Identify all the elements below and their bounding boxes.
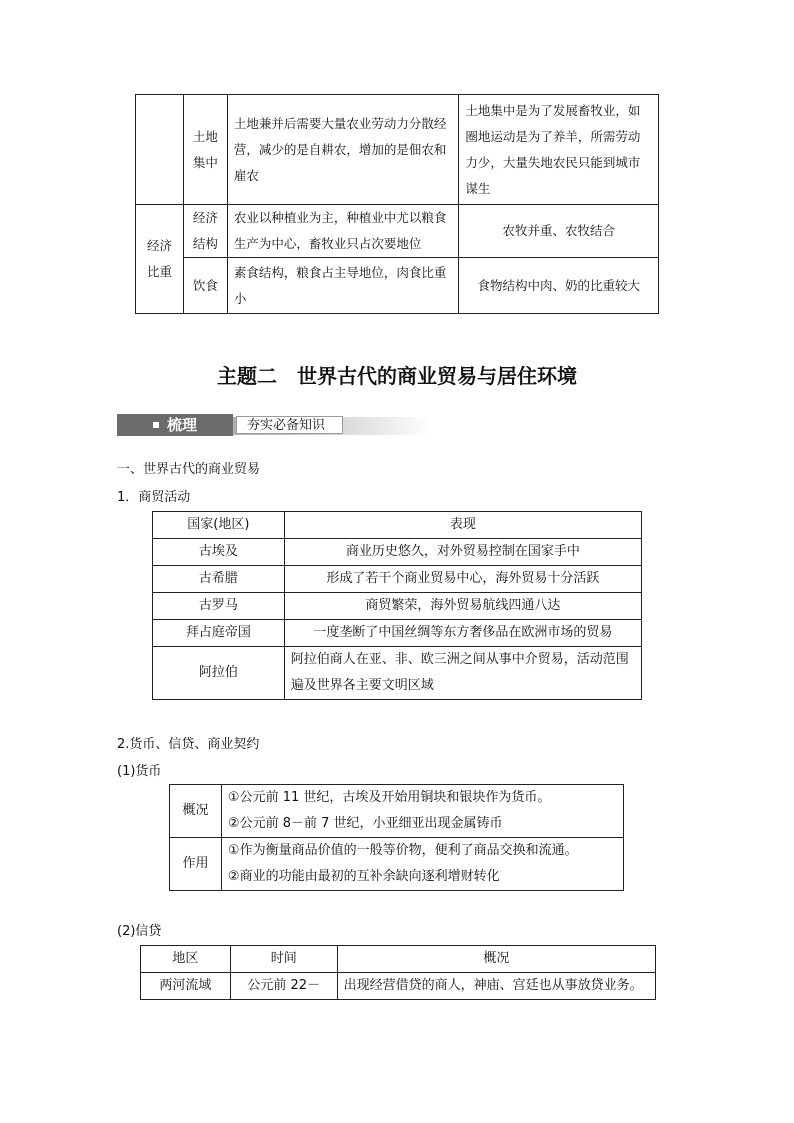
table-cell: 出现经营借贷的商人，神庙、宫廷也从事放贷业务。: [337, 973, 655, 1000]
section-banner: [117, 414, 432, 438]
subheading: (1)货币: [117, 764, 162, 779]
row-label: 概况: [170, 785, 222, 838]
heading: 2.货币、信贷、商业契约: [117, 737, 260, 752]
group-label: 经济比重: [136, 205, 184, 314]
table-row: [153, 647, 642, 700]
table-row: [170, 838, 624, 891]
table-row: [153, 566, 642, 593]
table-cell: [136, 95, 184, 205]
row-label: 饮食: [183, 258, 227, 314]
table-row: [170, 785, 624, 838]
table-cell: ①作为衡量商品价值的一般等价物，便利了商品交换和流通。 ②商业的功能由最初的互补余缺向逐利增财转化: [221, 838, 623, 891]
table-cell: 素食结构，粮食占主导地位，肉食比重小: [227, 258, 459, 314]
row-label: 经济结构: [183, 205, 227, 258]
table-cell: 一度垄断了中国丝绸等东方奢侈品在欧洲市场的贸易: [284, 620, 641, 647]
table-cell: 土地兼并后需要大量农业劳动力分散经营，减少的是自耕农，增加的是佃农和雇农: [227, 95, 459, 205]
table-row: [136, 258, 659, 314]
banner-label: 梳理: [117, 414, 233, 436]
table-row: [153, 620, 642, 647]
table-row: [153, 593, 642, 620]
column-header: 时间: [230, 946, 337, 973]
credit-table: [140, 945, 656, 1000]
table-cell: 阿拉伯: [153, 647, 285, 700]
table-cell: ①公元前 11 世纪，古埃及开始用铜块和银块作为货币。 ②公元前 8－前 7 世纪，小亚细亚出现金属铸币: [221, 785, 623, 838]
subheading: 1．商贸活动: [117, 490, 191, 505]
table-row: [153, 539, 642, 566]
table-cell: 古埃及: [153, 539, 285, 566]
table-cell: 阿拉伯商人在亚、非、欧三洲之间从事中介贸易，活动范围遍及世界各主要文明区域: [284, 647, 641, 700]
row-label: 作用: [170, 838, 222, 891]
banner-subtitle: 夯实必备知识: [236, 416, 343, 434]
row-label: 土地集中: [183, 95, 227, 205]
section-title: 主题二 世界古代的商业贸易与居住环境: [217, 364, 577, 388]
column-header: 国家(地区): [153, 512, 285, 539]
money-table: [169, 784, 624, 891]
table-cell: 形成了若干个商业贸易中心，海外贸易十分活跃: [284, 566, 641, 593]
table-cell: 古希腊: [153, 566, 285, 593]
column-header: 概况: [337, 946, 655, 973]
table-cell: 商贸繁荣，海外贸易航线四通八达: [284, 593, 641, 620]
table-row: [141, 973, 656, 1000]
table-cell: 商业历史悠久，对外贸易控制在国家手中: [284, 539, 641, 566]
table-cell: 农牧并重、农牧结合: [459, 205, 659, 258]
table-cell: 两河流域: [141, 973, 231, 1000]
column-header: 地区: [141, 946, 231, 973]
table-cell: 农业以种植业为主，种植业中尤以粮食生产为中心，畜牧业只占次要地位: [227, 205, 459, 258]
table-cell: 公元前 22－: [230, 973, 337, 1000]
top-table: [135, 94, 659, 314]
heading: 一、世界古代的商业贸易: [117, 462, 261, 477]
table-cell: 古罗马: [153, 593, 285, 620]
table-cell: 土地集中是为了发展畜牧业，如圈地运动是为了养羊，所需劳动力少，大量失地农民只能到城市谋生: [459, 95, 659, 205]
column-header: 表现: [284, 512, 641, 539]
table-cell: 拜占庭帝国: [153, 620, 285, 647]
table-row: [136, 95, 659, 205]
table-header-row: [153, 512, 642, 539]
square-icon: [153, 422, 159, 428]
table-header-row: [141, 946, 656, 973]
table-cell: 食物结构中肉、奶的比重较大: [459, 258, 659, 314]
subheading: (2)信贷: [117, 924, 162, 939]
trade-table: [152, 511, 642, 700]
table-row: [136, 205, 659, 258]
